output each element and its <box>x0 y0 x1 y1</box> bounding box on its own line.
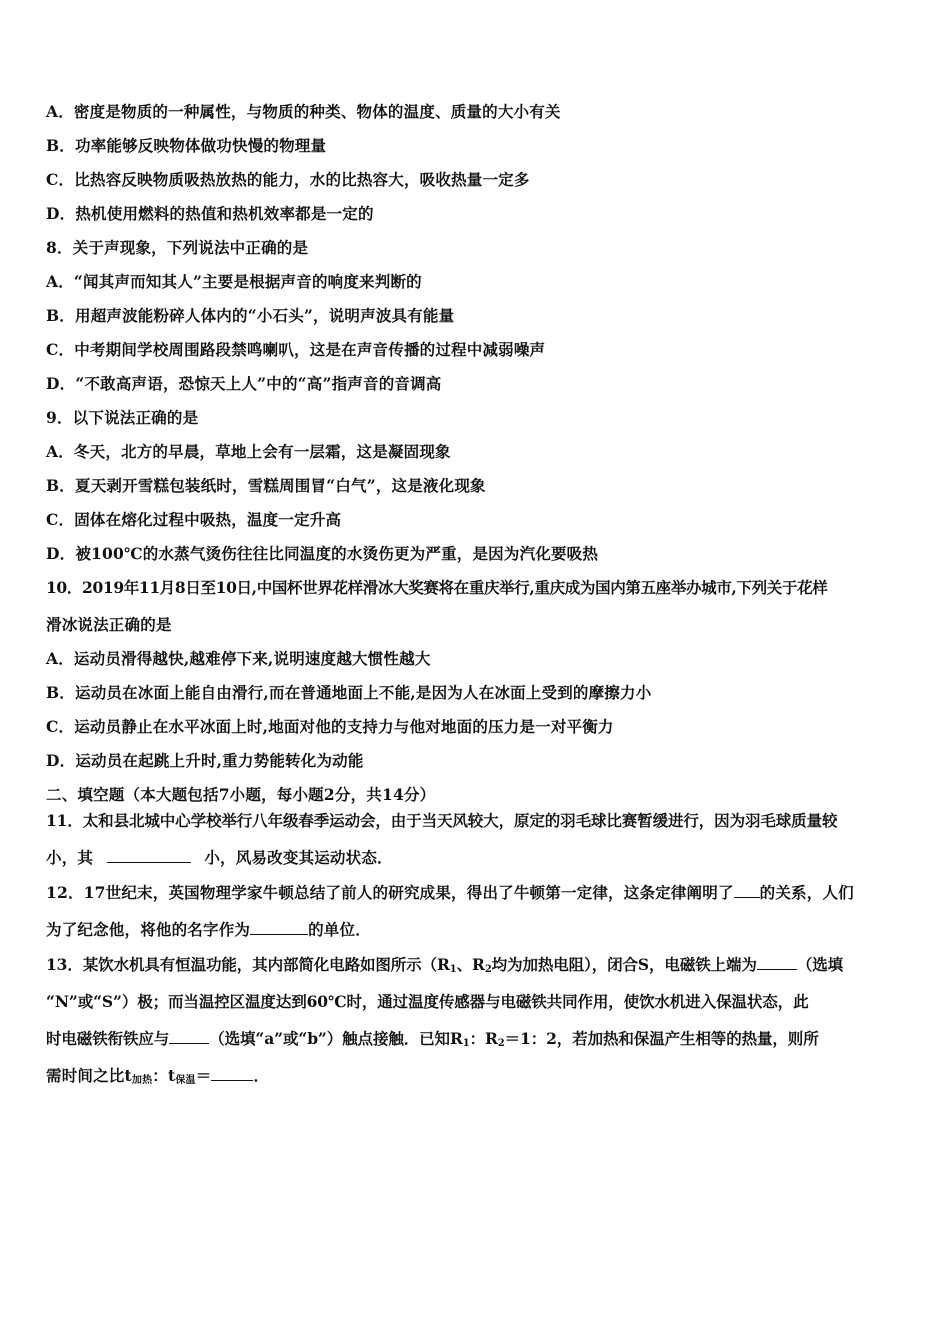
q8-option-d: D．“不敢高声语，恐惊天上人”中的“高”指声音的音调高 <box>46 374 442 393</box>
r1-subscript-2: 1 <box>462 1038 470 1049</box>
q13-answer-blank-3[interactable] <box>211 1066 253 1081</box>
q12-line2 <box>46 920 916 940</box>
q13-line2: “N”或“S”）极；而当温控区温度达到60℃时，通过温度传感器与电磁铁共同作用，使饮水机进入保温状态，此 <box>46 992 809 1011</box>
r1-subscript: 1 <box>449 964 457 975</box>
q13-line4-part-c: ＝ <box>195 1066 212 1085</box>
q11-line1: 11．太和县北城中心学校举行八年级春季运动会，由于当天风较大，原定的羽毛球比赛暂缓进行，因为羽毛球质量较 <box>46 811 838 830</box>
q9-option-c: C．固体在熔化过程中吸热，温度一定升高 <box>46 510 342 529</box>
q7-option-b: B．功率能够反映物体做功快慢的物理量 <box>46 136 327 155</box>
q13-line3-part-b: （选填“a”或“b”）触点接触．已知R <box>209 1029 463 1048</box>
q13-line1 <box>46 955 916 980</box>
q10-option-b: B．运动员在冰面上能自由滑行,而在普通地面上不能,是因为人在冰面上受到的摩擦力小 <box>46 683 652 702</box>
q13-line3 <box>46 1029 916 1054</box>
q8-option-b: B．用超声波能粉碎人体内的“小石头”，说明声波具有能量 <box>46 306 455 325</box>
q8-option-a: A．“闻其声而知其人”主要是根据声音的响度来判断的 <box>46 272 422 291</box>
q11-line2-part-b: 小，风易改变其运动状态． <box>204 848 393 867</box>
q13-line1-part-c: 均为加热电阻），闭合S，电磁铁上端为 <box>491 955 757 974</box>
q10-option-d: D．运动员在起跳上升时,重力势能转化为动能 <box>46 751 364 770</box>
q8-stem: 8．关于声现象，下列说法中正确的是 <box>46 238 309 257</box>
q13-line4-part-b: ：t <box>152 1066 176 1085</box>
q9-option-d: D．被100℃的水蒸气烫伤往往比同温度的水烫伤更为严重，是因为汽化要吸热 <box>46 544 599 563</box>
q12-answer-blank-2[interactable] <box>250 920 308 935</box>
q13-line1-part-d: （选填 <box>796 955 844 974</box>
q12-answer-blank-1[interactable] <box>734 883 760 898</box>
q10-option-a: A．运动员滑得越快,越难停下来,说明速度越大惯性越大 <box>46 649 431 668</box>
q10-stem-line2: 滑冰说法正确的是 <box>46 615 172 634</box>
q12-line2-part-b: 的单位． <box>308 920 371 939</box>
r2-subscript-2: 2 <box>497 1038 505 1049</box>
q11-line2 <box>46 848 916 868</box>
q12-line2-part-a: 为了纪念他，将他的名字作为 <box>46 920 251 939</box>
r2-subscript: 2 <box>484 964 492 975</box>
q13-line1-part-a: 13．某饮水机具有恒温功能，其内部简化电路如图所示（R <box>46 955 450 974</box>
q12-line1-part-b: 的关系，人们 <box>759 883 854 902</box>
q13-line3-part-c: ：R <box>469 1029 498 1048</box>
q13-line4-part-d: ． <box>253 1066 270 1085</box>
q13-answer-blank-1[interactable] <box>757 955 797 970</box>
q13-line1-part-b: 、R <box>456 955 485 974</box>
q7-option-d: D．热机使用燃料的热值和热机效率都是一定的 <box>46 204 374 223</box>
t-warm-subscript: 保温 <box>175 1075 196 1086</box>
q7-option-a: A．密度是物质的一种属性，与物质的种类、物体的温度、质量的大小有关 <box>46 102 561 121</box>
q13-line4-part-a: 需时间之比t <box>46 1066 132 1085</box>
q8-option-c: C．中考期间学校周围路段禁鸣喇叭，这是在声音传播的过程中减弱噪声 <box>46 340 546 359</box>
q9-option-a: A．冬天，北方的早晨，草地上会有一层霜，这是凝固现象 <box>46 442 451 461</box>
q13-line4 <box>46 1066 916 1091</box>
q11-line2-part-a: 小，其 <box>46 848 94 867</box>
q7-option-c: C．比热容反映物质吸热放热的能力，水的比热容大，吸收热量一定多 <box>46 170 530 189</box>
t-heating-subscript: 加热 <box>131 1075 153 1086</box>
q12-line1-part-a: 12．17世纪末，英国物理学家牛顿总结了前人的研究成果，得出了牛顿第一定律，这条定律阐明了 <box>46 883 734 902</box>
q10-option-c: C．运动员静止在水平冰面上时,地面对他的支持力与他对地面的压力是一对平衡力 <box>46 717 614 736</box>
q11-answer-blank[interactable] <box>107 848 191 863</box>
section-2-title: 二、填空题（本大题包括7小题，每小题2分，共14分） <box>46 785 436 804</box>
q13-line3-part-d: ＝1：2，若加热和保温产生相等的热量，则所 <box>504 1029 819 1048</box>
q12-line1 <box>46 883 916 903</box>
q13-answer-blank-2[interactable] <box>169 1029 209 1044</box>
q10-stem-line1: 10．2019年11月8日至10日,中国杯世界花样滑冰大奖赛将在重庆举行,重庆成为国内第五座举办城市,下列关于花样 <box>46 578 828 597</box>
q13-line3-part-a: 时电磁铁衔铁应与 <box>46 1029 170 1048</box>
q9-stem: 9．以下说法正确的是 <box>46 408 199 427</box>
q9-option-b: B．夏天剥开雪糕包装纸时，雪糕周围冒“白气”，这是液化现象 <box>46 476 486 495</box>
